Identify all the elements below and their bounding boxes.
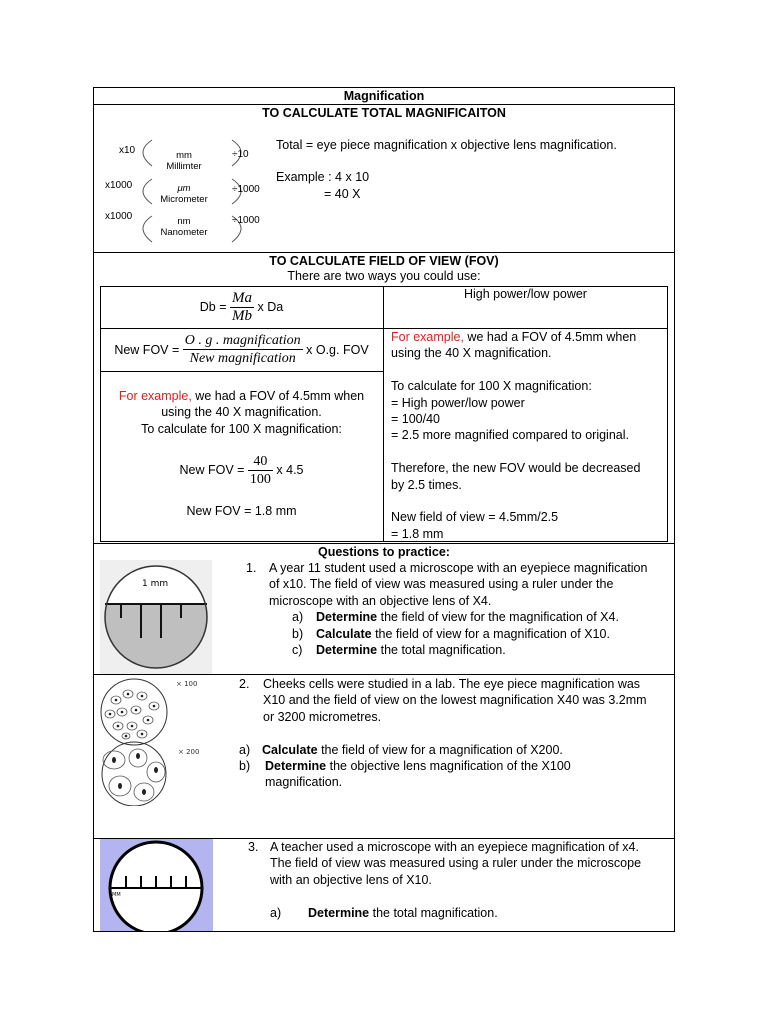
db-numerator: Ma	[232, 289, 253, 306]
question-2: 2. Cheeks cells were studied in a lab. The eye piece magnification was X10 and the field of view on the lowest magnification X40 was 3.2mm or 3200 micrometres. a) Calculate the field of view for a magnification of X200. b) Determine the objective lens magnification of the X100 magnification.	[239, 676, 671, 791]
multiply-10-label: x10	[119, 145, 136, 156]
new-fov-suffix: x O.g. FOV	[306, 342, 369, 357]
page-title: Magnification	[343, 89, 425, 103]
total-example: Example : 4 x 10	[276, 170, 370, 184]
right-example: For example, we had a FOV of 4.5mm when using the 40 X magnification. To calculate for 100 X magnification: = High power/low power = 100/40 = 2.5 more magnified compared to original. Therefore, the new FOV would be decreased by 2.5 times. New field of view = 4.5mm/2.5 = 1.8 mm	[391, 330, 641, 541]
question-2-part-b: b) Determine the objective lens magnification of the X100	[239, 759, 571, 774]
left-example-highlight: For example,	[118, 389, 192, 403]
new-fov-denominator: New magnification	[189, 351, 296, 366]
new-fov-prefix: New FOV =	[114, 342, 180, 357]
divide-10-label: ÷10	[232, 149, 249, 160]
db-formula-prefix: Db =	[199, 300, 227, 314]
left-example: For example, we had a FOV of 4.5mm when using the 40 X magnification. To calculate for 100 X magnification:	[118, 389, 365, 436]
question-3-number: 3.	[248, 840, 259, 854]
db-fraction	[230, 290, 254, 325]
multiply-1000-label: x1000	[105, 180, 133, 191]
cheek-cells-image	[98, 676, 210, 806]
magnification-200-label: × 200	[178, 748, 200, 756]
divide-1000-label: ÷1000	[232, 215, 260, 226]
question-2-number: 2.	[239, 677, 250, 691]
ruler-label: 1 mm	[142, 579, 169, 589]
fov-subheading: There are two ways you could use:	[287, 269, 481, 283]
question-1-part-b: b) Calculate the field of view for a magnification of X10.	[292, 626, 610, 641]
total-example-result: = 40 X	[324, 187, 361, 201]
high-low-power-label: High power/low power	[464, 287, 587, 301]
db-denominator: Mb	[232, 307, 253, 324]
total-magnification-heading: TO CALCULATE TOTAL MAGNIFICAITON	[262, 106, 506, 120]
db-formula	[100, 286, 383, 328]
question-1-parts	[246, 609, 671, 658]
unit-micrometre: μm Micrometer	[160, 183, 208, 205]
left-example-result: New FOV = 1.8 mm	[186, 504, 297, 518]
unit-millimetre: mm Millimter	[166, 150, 202, 172]
divide-1000-label: ÷1000	[232, 184, 260, 195]
unit-nanometre: nm Nanometer	[160, 216, 208, 238]
ruler-microscope-image	[100, 839, 213, 931]
question-3: 3. A teacher used a microscope with an eyepiece magnification of x4. The field of view was measured using a ruler under the microscope with an objective lens of X10. a) Determine the total magnification.	[248, 839, 671, 921]
ruler-field-of-view-image	[100, 560, 212, 674]
question-1-part-c: c) Determine the total magnification.	[292, 643, 506, 658]
mm-label: MM	[112, 892, 121, 898]
question-3-part-a: a) Determine the total magnification.	[270, 905, 498, 920]
left-example-calculation: New FOV = $\frac{40}{100}$ x 4.5	[179, 453, 304, 487]
question-1-number: 1.	[246, 561, 257, 575]
question-1-part-a: a) Determine the field of view for the magnification of X4.	[292, 610, 619, 625]
right-example-highlight: For example,	[391, 330, 464, 344]
calc-fraction: $\frac{40}{100}$	[249, 453, 271, 487]
db-formula-suffix: x Da	[257, 300, 284, 314]
questions-heading: Questions to practice:	[318, 545, 450, 559]
new-fov-formula	[100, 328, 383, 371]
question-1: 1. A year 11 student used a microscope with an eyepiece magnification of x10. The field of view was measured using a ruler under the microscope with an objective lens of X4. a) Determine the field of view for the magnification of X4. b) Calculate the field of view for a magnification of X10. c) Determine the total magnification.	[246, 560, 671, 658]
new-fov-fraction	[183, 332, 303, 367]
question-2-part-b-continued: magnification.	[265, 775, 343, 790]
question-2-part-a: a) Calculate the field of view for a magnification of X200.	[239, 742, 563, 757]
magnification-100-label: × 100	[176, 680, 198, 688]
total-formula: Total = eye piece magnification x objective lens magnification.	[276, 138, 617, 152]
new-fov-numerator: O . g . magnification	[184, 333, 301, 348]
multiply-1000-label: x1000	[105, 211, 133, 222]
fov-heading: TO CALCULATE FIELD OF VIEW (FOV)	[269, 254, 499, 268]
